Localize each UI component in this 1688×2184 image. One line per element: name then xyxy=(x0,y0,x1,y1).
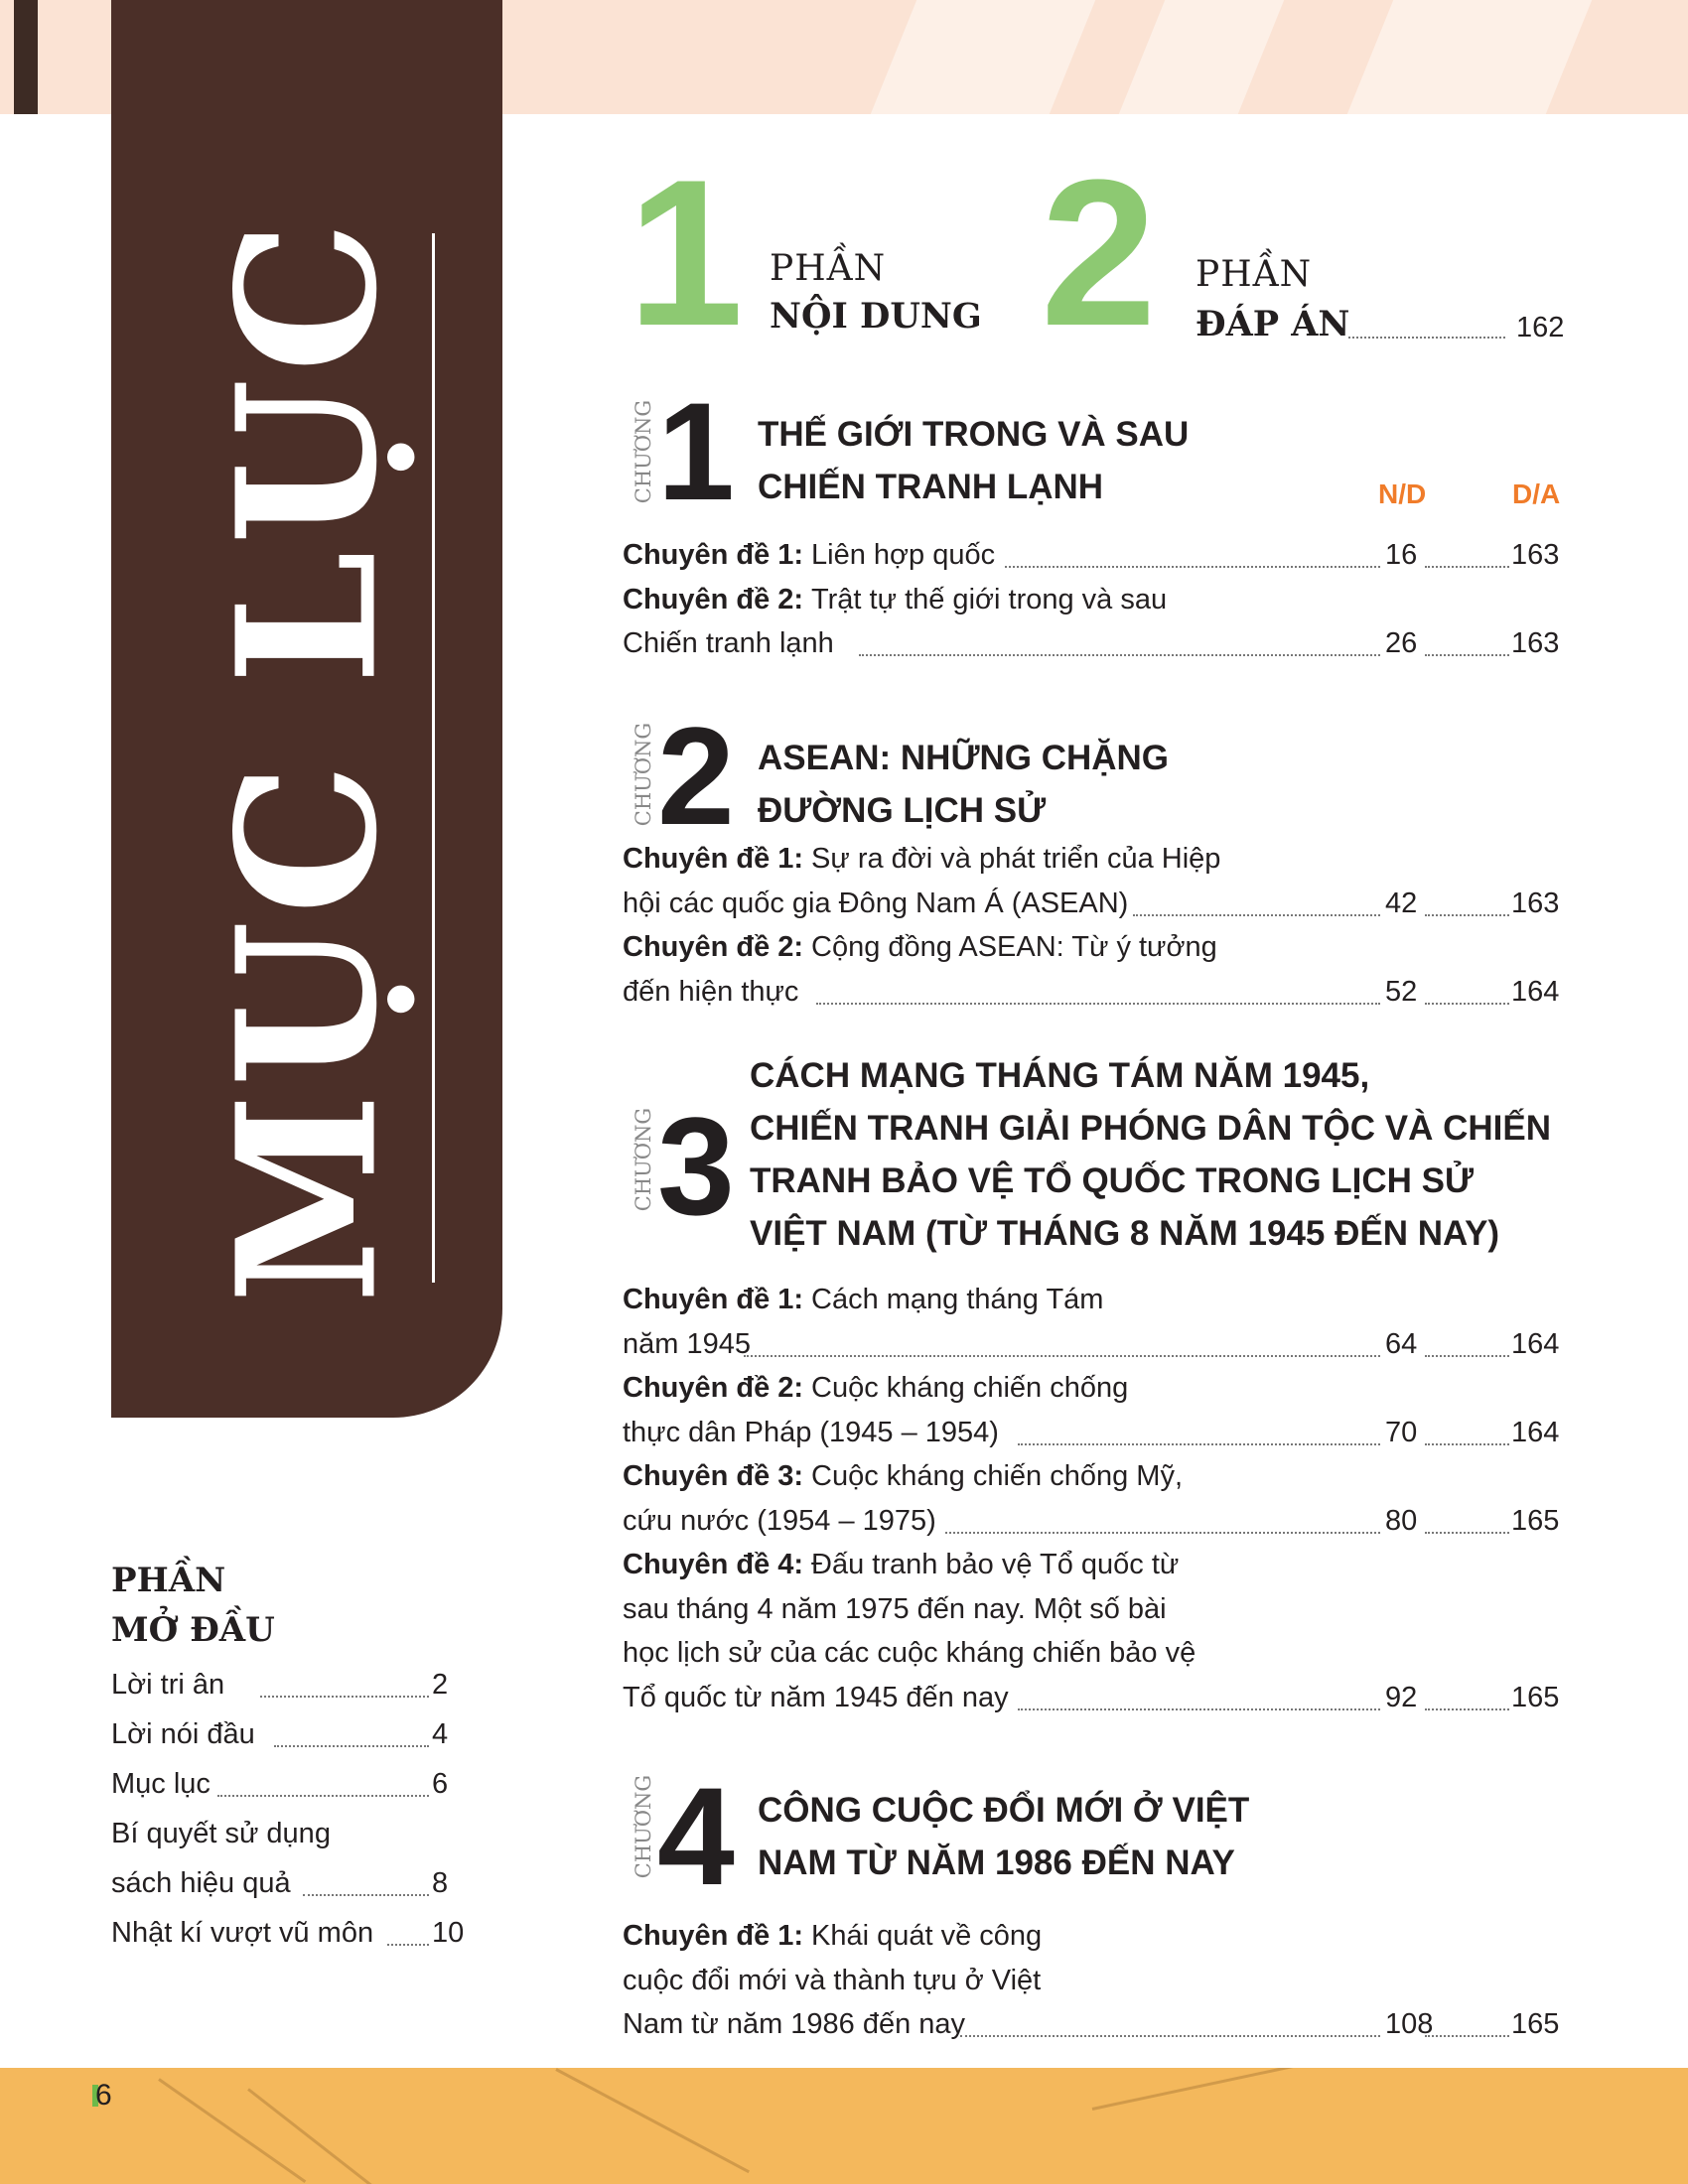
intro-page-number: 8 xyxy=(432,1867,449,1899)
chapter-number: 1 xyxy=(657,373,735,529)
page-nd: 108 xyxy=(1385,2008,1434,2040)
intro-item-text: Mục lục xyxy=(111,1768,211,1800)
column-header-nd: N/D xyxy=(1378,478,1427,509)
topic-label: Chuyên đề 2: xyxy=(623,931,804,963)
chapter-title-line: VIỆT NAM (TỪ THÁNG 8 NĂM 1945 ĐẾN NAY) xyxy=(750,1214,1500,1253)
intro-page-number: 2 xyxy=(432,1669,449,1701)
leader-dots xyxy=(1425,2035,1509,2037)
page-nd: 42 xyxy=(1385,887,1418,919)
topic-text: Trật tự thế giới trong và sau xyxy=(811,583,1168,615)
chapter-label: CHƯƠNG xyxy=(632,1774,655,1879)
chapter-title-line: THẾ GIỚI TRONG VÀ SAU xyxy=(758,415,1190,454)
page-title: MỤC LỤC xyxy=(196,214,420,1304)
page-da: 164 xyxy=(1511,1416,1560,1448)
bottom-band-line xyxy=(1092,2068,1345,2111)
leader-dots xyxy=(260,1696,429,1698)
topic-text: Cuộc kháng chiến chống Mỹ, xyxy=(811,1460,1183,1492)
part2-number: 2 xyxy=(1041,136,1157,369)
leader-dots xyxy=(387,1944,429,1946)
topic-text: Liên hợp quốc xyxy=(811,539,996,571)
chapter-label: CHƯƠNG xyxy=(632,1107,655,1212)
sidebar-divider xyxy=(432,233,435,1283)
topic-text: năm 1945 xyxy=(623,1327,751,1360)
page-da: 165 xyxy=(1511,1504,1560,1537)
leader-dots xyxy=(1425,1532,1509,1534)
chapter-number: 2 xyxy=(657,698,735,854)
leader-dots xyxy=(1348,337,1505,339)
part2-label: PHẦN xyxy=(1196,254,1313,295)
page-da: 163 xyxy=(1511,539,1560,571)
chapter-title-line: ASEAN: NHỮNG CHẶNG xyxy=(758,739,1170,777)
topic-text: Đấu tranh bảo vệ Tổ quốc từ xyxy=(811,1549,1180,1580)
intro-title-line: MỞ ĐẦU xyxy=(111,1610,275,1650)
page-da: 165 xyxy=(1511,1681,1560,1713)
page-nd: 64 xyxy=(1385,1327,1418,1360)
part2-page: 162 xyxy=(1516,312,1565,343)
topic-text: cứu nước (1954 – 1975) xyxy=(623,1504,936,1537)
topic-text: Sự ra đời và phát triển của Hiệp xyxy=(811,843,1221,875)
leader-dots xyxy=(1425,654,1509,656)
topic-text: hội các quốc gia Đông Nam Á (ASEAN) xyxy=(623,887,1129,919)
intro-page-number: 6 xyxy=(432,1768,449,1800)
bottom-band-line xyxy=(158,2078,306,2183)
intro-item-text: Nhật kí vượt vũ môn xyxy=(111,1917,374,1949)
part2-name: ĐÁP ÁN xyxy=(1196,304,1350,344)
column-header-da: D/A xyxy=(1512,478,1561,509)
intro-item-text: Lời tri ân xyxy=(111,1669,225,1701)
page-da: 163 xyxy=(1511,887,1560,919)
leader-dots xyxy=(217,1795,429,1797)
page-da: 164 xyxy=(1511,975,1560,1008)
page-da: 163 xyxy=(1511,627,1560,659)
chapter-number: 4 xyxy=(657,1758,735,1914)
intro-title-line: PHẦN xyxy=(111,1561,226,1600)
leader-dots xyxy=(1425,1443,1509,1445)
leader-dots xyxy=(1425,1003,1509,1005)
leader-dots xyxy=(859,654,1380,656)
topic-text: cuộc đổi mới và thành tựu ở Việt xyxy=(623,1964,1042,1996)
intro-page-number: 4 xyxy=(432,1718,449,1750)
leader-dots xyxy=(1425,566,1509,568)
page-nd: 92 xyxy=(1385,1681,1418,1713)
topic-text: Cuộc kháng chiến chống xyxy=(811,1372,1129,1404)
leader-dots xyxy=(945,1532,1380,1534)
chapter-title-line: CHIẾN TRANH LẠNH xyxy=(758,468,1104,506)
leader-dots xyxy=(816,1003,1381,1005)
topic-text: Cộng đồng ASEAN: Từ ý tưởng xyxy=(811,931,1217,963)
page-number: 6 xyxy=(95,2079,112,2112)
leader-dots xyxy=(744,1355,1380,1357)
topic-label: Chuyên đề 1: xyxy=(623,539,804,571)
topic-text: Tổ quốc từ năm 1945 đến nay xyxy=(623,1681,1009,1713)
leader-dots xyxy=(1005,566,1381,568)
topic-label: Chuyên đề 1: xyxy=(623,1284,804,1315)
chapter-title-line: TRANH BẢO VỆ TỔ QUỐC TRONG LỊCH SỬ xyxy=(750,1161,1475,1200)
chapter-number: 3 xyxy=(657,1088,735,1244)
chapter-title-line: NAM TỪ NĂM 1986 ĐẾN NAY xyxy=(758,1843,1235,1882)
part1-number: 1 xyxy=(628,136,744,369)
part1-label: PHẦN xyxy=(770,248,887,289)
bottom-band-line xyxy=(247,2088,374,2184)
topic-text: thực dân Pháp (1945 – 1954) xyxy=(623,1416,999,1448)
top-stripe xyxy=(1119,0,1284,114)
intro-item-text: Bí quyết sử dụng xyxy=(111,1818,331,1849)
leader-dots xyxy=(1425,1355,1509,1357)
leader-dots xyxy=(1018,1443,1381,1445)
topic-text: đến hiện thực xyxy=(623,975,799,1008)
chapter-title-line: CÁCH MẠNG THÁNG TÁM NĂM 1945, xyxy=(750,1056,1370,1095)
chapter-label: CHƯƠNG xyxy=(632,399,655,504)
leader-dots xyxy=(960,2035,1381,2037)
topic-text: học lịch sử của các cuộc kháng chiến bảo vệ xyxy=(623,1637,1196,1669)
leader-dots xyxy=(1425,1708,1509,1710)
intro-item-text: Lời nói đầu xyxy=(111,1718,255,1750)
topic-text: Nam từ năm 1986 đến nay xyxy=(623,2008,966,2040)
leader-dots xyxy=(274,1745,429,1747)
leader-dots xyxy=(303,1894,429,1896)
intro-page-number: 10 xyxy=(432,1917,465,1949)
page-nd: 26 xyxy=(1385,627,1418,659)
page-nd: 16 xyxy=(1385,539,1418,571)
bottom-band-line xyxy=(555,2068,750,2173)
topic-text: Cách mạng tháng Tám xyxy=(811,1284,1104,1315)
chapter-title-line: CÔNG CUỘC ĐỔI MỚI Ở VIỆT xyxy=(758,1791,1250,1830)
bottom-decorative-band xyxy=(0,2068,1688,2184)
intro-item-text: sách hiệu quả xyxy=(111,1867,291,1899)
leader-dots xyxy=(1018,1708,1381,1710)
top-stripe xyxy=(871,0,1095,114)
chapter-label: CHƯƠNG xyxy=(632,722,655,827)
topic-label: Chuyên đề 3: xyxy=(623,1460,804,1492)
chapter-title-line: CHIẾN TRANH GIẢI PHÓNG DÂN TỘC VÀ CHIẾN xyxy=(750,1109,1551,1148)
top-thin-bar xyxy=(14,0,38,114)
chapter-title-line: ĐƯỜNG LỊCH SỬ xyxy=(758,791,1047,830)
leader-dots xyxy=(1425,914,1509,916)
topic-text: Chiến tranh lạnh xyxy=(623,627,834,659)
topic-label: Chuyên đề 2: xyxy=(623,583,804,615)
topic-label: Chuyên đề 2: xyxy=(623,1372,804,1404)
part1-name: NỘI DUNG xyxy=(770,296,982,337)
page-nd: 80 xyxy=(1385,1504,1418,1537)
page-da: 164 xyxy=(1511,1327,1560,1360)
top-stripe xyxy=(1347,0,1592,114)
topic-text: sau tháng 4 năm 1975 đến nay. Một số bài xyxy=(623,1592,1167,1625)
topic-label: Chuyên đề 1: xyxy=(623,1920,804,1952)
page-nd: 70 xyxy=(1385,1416,1418,1448)
topic-text: Khái quát về công xyxy=(811,1920,1043,1952)
topic-label: Chuyên đề 4: xyxy=(623,1549,804,1580)
leader-dots xyxy=(1133,914,1381,916)
page-da: 165 xyxy=(1511,2008,1560,2040)
page-nd: 52 xyxy=(1385,975,1418,1008)
topic-label: Chuyên đề 1: xyxy=(623,843,804,875)
